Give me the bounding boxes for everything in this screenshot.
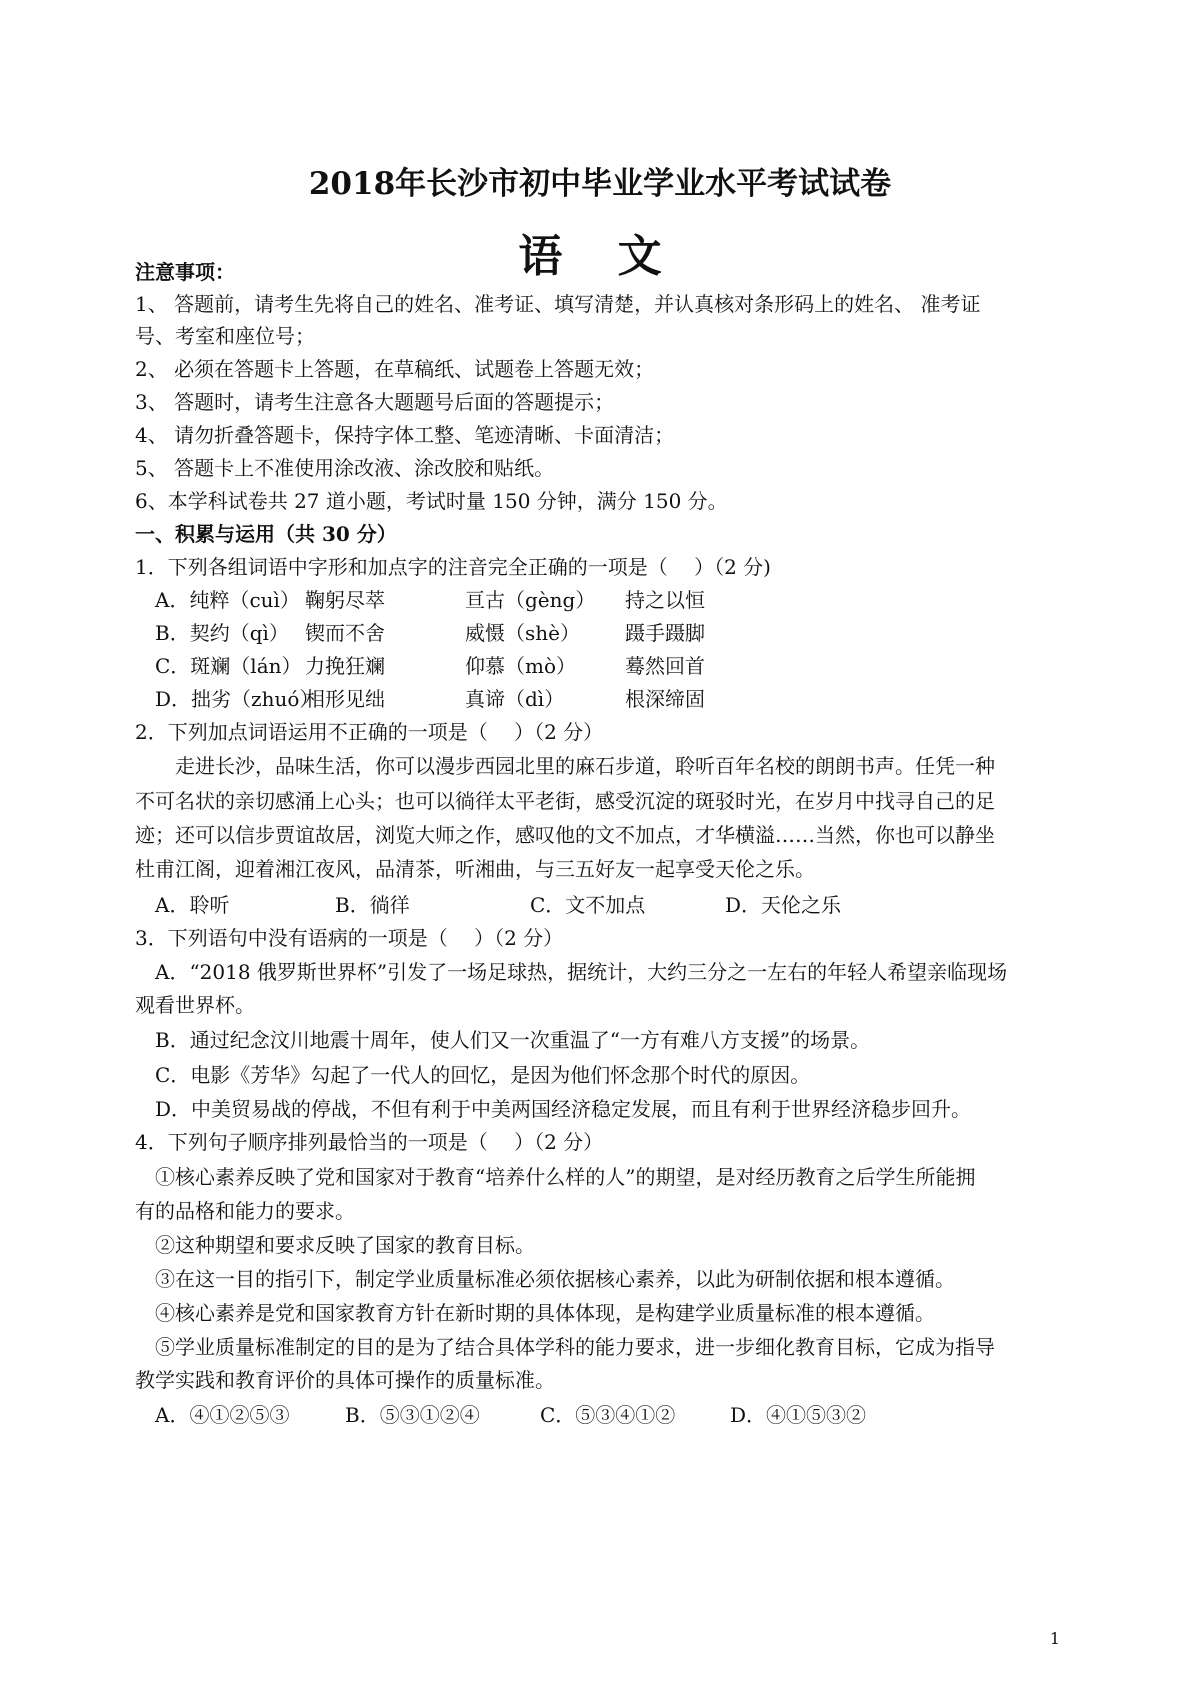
question-4-stem: 4．下列句子顺序排列最恰当的一项是（ ）（2 分）	[135, 1130, 604, 1154]
q1-cell: 力挽狂斓	[305, 654, 385, 678]
q2-option: B．徜徉	[335, 893, 410, 917]
notice-item: 3、 答题时，请考生注意各大题题号后面的答题提示；	[135, 390, 615, 414]
q2-passage-line: 杜甫江阁，迎着湘江夜风，品清茶，听湘曲，与三五好友一起享受天伦之乐。	[135, 857, 815, 881]
q4-sentence: ①核心素养反映了党和国家对于教育“培养什么样的人”的期望，是对经历教育之后学生所能拥	[155, 1165, 976, 1189]
question-3-stem: 3．下列语句中没有语病的一项是（ ）（2 分）	[135, 926, 564, 950]
q3-option: B．通过纪念汶川地震十周年，使人们又一次重温了“一方有难八方支援”的场景。	[155, 1028, 871, 1052]
notice-item: 号、考室和座位号；	[135, 324, 315, 348]
notice-item: 5、 答题卡上不准使用涂改液、涂改胶和贴纸。	[135, 456, 555, 480]
q2-option: D．天伦之乐	[725, 893, 842, 917]
notice-item: 1、 答题前，请考生先将自己的姓名、准考证、填写清楚，并认真核对条形码上的姓名、 准考证	[135, 292, 981, 316]
q4-sentence: ③在这一目的指引下，制定学业质量标准必须依据核心素养，以此为研制依据和根本遵循。	[155, 1267, 955, 1291]
q2-option: C．文不加点	[530, 893, 646, 917]
notice-heading: 注意事项：	[135, 260, 235, 284]
q1-cell: 仰慕（mò）	[465, 654, 577, 678]
q1-cell: 亘古（gèng）	[465, 588, 596, 612]
notice-item: 2、 必须在答题卡上答题，在草稿纸、试题卷上答题无效；	[135, 357, 655, 381]
question-1-stem: 1．下列各组词语中字形和加点字的注音完全正确的一项是（ ）（2 分)	[135, 555, 771, 579]
q1-cell: 持之以恒	[625, 588, 705, 612]
q1-cell: C．斑斓（lán）	[155, 654, 302, 678]
q1-cell: 锲而不舍	[305, 621, 385, 645]
q4-sentence: ②这种期望和要求反映了国家的教育目标。	[155, 1233, 535, 1257]
q4-sentence: ④核心素养是党和国家教育方针在新时期的具体体现，是构建学业质量标准的根本遵循。	[155, 1301, 935, 1325]
q1-cell: 真谛（dì）	[465, 687, 565, 711]
q1-cell: A．纯粹（cuì）	[155, 588, 300, 612]
q4-sentence: ⑤学业质量标准制定的目的是为了结合具体学科的能力要求，进一步细化教育目标，它成为指导	[155, 1335, 995, 1359]
section-heading: 一、积累与运用（共 30 分）	[135, 522, 397, 546]
q4-option: B．⑤③①②④	[345, 1403, 480, 1427]
q3-option: 观看世界杯。	[135, 993, 255, 1017]
exam-title: 2018年长沙市初中毕业学业水平考试试卷	[308, 166, 892, 202]
q3-option: C．电影《芳华》勾起了一代人的回忆，是因为他们怀念那个时代的原因。	[155, 1063, 811, 1087]
q4-option: C．⑤③④①②	[540, 1403, 676, 1427]
q1-cell: 根深缔固	[625, 687, 705, 711]
q1-cell: 蓦然回首	[625, 654, 705, 678]
q1-cell: D．拙劣（zhuó）	[155, 687, 320, 711]
q3-option: D．中美贸易战的停战，不但有利于中美两国经济稳定发展，而且有利于世界经济稳步回升。	[155, 1097, 972, 1121]
q4-sentence: 教学实践和教育评价的具体可操作的质量标准。	[135, 1368, 555, 1392]
question-2-stem: 2．下列加点词语运用不正确的一项是（ ）（2 分）	[135, 720, 604, 744]
q1-cell: 威慑（shè）	[465, 621, 580, 645]
q2-passage-line: 迹；还可以信步贾谊故居，浏览大师之作，感叹他的文不加点，才华横溢……当然，你也可以静坐	[135, 823, 995, 847]
q4-option: A．④①②⑤③	[155, 1403, 290, 1427]
q3-option: A．“2018 俄罗斯世界杯”引发了一场足球热，据统计，大约三分之一左右的年轻人希望亲临现场	[155, 960, 1008, 984]
q1-cell: B．契约（qì）	[155, 621, 289, 645]
q2-passage-line: 走进长沙，品味生活，你可以漫步西园北里的麻石步道，聆听百年名校的朗朗书声。任凭一种	[175, 754, 995, 778]
q2-option: A．聆听	[155, 893, 230, 917]
notice-item: 4、 请勿折叠答题卡，保持字体工整、笔迹清晰、卡面清洁；	[135, 423, 675, 447]
page-number: 1	[1049, 1629, 1060, 1648]
q1-cell: 鞠躬尽萃	[305, 588, 385, 612]
q1-cell: 蹑手蹑脚	[625, 621, 705, 645]
q4-sentence: 有的品格和能力的要求。	[135, 1199, 355, 1223]
q4-option: D．④①⑤③②	[730, 1403, 867, 1427]
notice-item: 6、本学科试卷共 27 道小题，考试时量 150 分钟，满分 150 分。	[135, 489, 728, 513]
q1-cell: 相形见绌	[305, 687, 385, 711]
subject-title: 语 文	[518, 231, 682, 282]
q2-passage-line: 不可名状的亲切感涌上心头；也可以徜徉太平老街，感受沉淀的斑驳时光，在岁月中找寻自己的足	[135, 789, 995, 813]
